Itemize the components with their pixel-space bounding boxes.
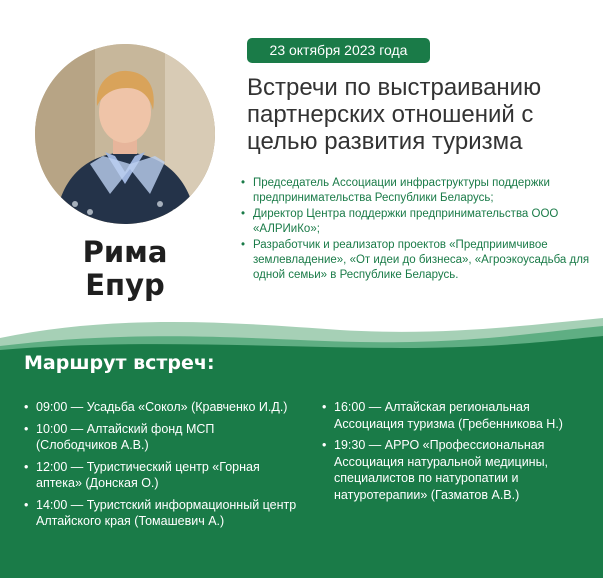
person-last-name: Епур <box>85 268 165 302</box>
route-item: • 12:00 — Туристический центр «Горная аптека» (Донская О.) <box>24 459 299 492</box>
route-item: • 10:00 — Алтайский фонд МСП (Слободчиков А.В.) <box>24 421 299 454</box>
bio-list <box>238 176 598 284</box>
route-item: • 19:30 — АРРО «Профессиональная Ассоциация натуральной медицины, специалистов по натуропатии и натуротерапии» (Газматов А.В.) <box>322 437 594 503</box>
route-item: • 16:00 — Алтайская региональная Ассоциация туризма (Гребенникова Н.) <box>322 399 594 432</box>
route-item: • 14:00 — Туристский информационный центр Алтайского края (Томашевич А.) <box>24 497 299 530</box>
bio-item: • Директор Центра поддержки предпринимательства ООО «АЛРИиКо»; <box>238 207 598 237</box>
portrait-photo <box>35 44 215 224</box>
route-list-left <box>24 399 299 535</box>
date-badge: 23 октября 2023 года <box>247 38 430 63</box>
bio-item: • Разработчик и реализатор проектов «Предприимчивое землевладение», «От идеи до бизнеса», «Агроэкоусадьба для одной семьи» в Республике Беларусь. <box>238 238 598 283</box>
bio-item: • Председатель Ассоциации инфраструктуры поддержки предпринимательства Республики Беларусь; <box>238 176 598 206</box>
route-title: Маршрут встреч: <box>24 352 215 374</box>
person-first-name: Рима <box>82 235 168 269</box>
person-name <box>20 236 230 302</box>
page-title: Встречи по выстраиванию партнерских отношений с целью развития туризма <box>247 74 542 155</box>
route-list-right <box>322 399 594 508</box>
route-item: • 09:00 — Усадьба «Сокол» (Кравченко И.Д.) <box>24 399 299 416</box>
